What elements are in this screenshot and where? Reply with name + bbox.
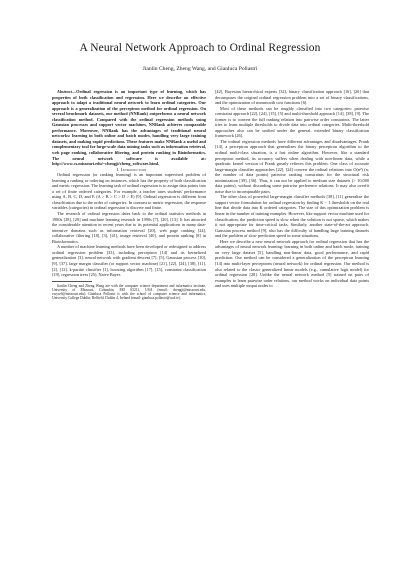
intro-paragraph: The research of ordinal regression dates back to the ordinal statistics methods in 1980s [28], [29] and machine learning research in 1990s [7], [20], [13]. It has attracted the considerable attention in recent years due to its potential applications in many data-intensive domains such as information retrieval [20], web page ranking [24], collaborative filtering [18], [3], [41], image retrieval [40], and protein ranking [8] in Bioinformatics. bbox=[52, 211, 206, 244]
right-column bbox=[215, 89, 369, 529]
body-paragraph: Most of these methods can be roughly classified into two categories: pairwise constraint approach [22], [24], [15], [5] and multi-threshold approach [14], [38], [9]. The former is to convert the full ranking relation into pairwise order constraints. The latter tries to learn multiple thresholds to divide data into ordinal categories. Multi-threshold approaches also can be unified under the general, extended binary classification framework [26]. bbox=[215, 105, 369, 139]
body-paragraph: Here we describe a new neural network approach for ordinal regression that has the advantages of neural network learning: learning in both online and batch mode, training on very large dataset [5], handling non-linear data, good performance, and rapid prediction. Our method can be considered a generalization of the perceptron learning [14] into multi-layer perceptrons (neural network) for ordinal regression. Our method is also related to the classic generalized linear models (e.g., cumulative logit model) for ordinal regression [28]. Unlike the neural network method [5] trained on pairs of examples to learn pairwise order relations, our method works on individual data points and uses multiple output nodes to bbox=[215, 238, 369, 289]
abstract bbox=[52, 89, 206, 167]
section-heading-introduction: I. Introduction bbox=[116, 166, 147, 172]
abstract-lead: Abstract— bbox=[57, 89, 77, 94]
body-paragraph: The other class of powerful large-margin classifier methods [38], [11] generalize the support vector formulation for ordinal regression by finding K − 1 thresholds on the real line that divide data into K ordered categories. The size of this optimization problem is linear in the number of training examples. However, like support vector machine used for classification, the prediction speed is slow when the solution is not sparse, which makes it not appropriate for time-critical tasks. Similarly, another state-of-the-art approach, Gaussian process method [9], also has the difficulty of handling large training datasets and the problem of slow prediction speed in some situations. bbox=[215, 194, 369, 239]
body-paragraph: [42], Bayesian hierarchical experts [32], binary classification approach [16], [26] that decomposes the original ordinal regression problem into a set of binary classifications, and the optimization of nonsmooth cost functions [6]. bbox=[215, 89, 369, 106]
author-footnote: Jianlin Cheng and Zheng Wang are with the computer science department and informatics institute, University of Missouri, Columbia, MO 65211, USA (email: chengji@missouri.edu, zwyw6@missouri.edu). Gianluca Pollastri is with the school of computer science and informatics, University College Dublin, Belfield, Dublin 4, Ireland (email: gianluca.pollastri@ucd.ie). bbox=[52, 283, 206, 301]
paper-authors: Jianlin Cheng, Zheng Wang, and Gianluca Pollastri bbox=[142, 66, 258, 72]
footnote-divider bbox=[52, 281, 92, 282]
paper-title: A Neural Network Approach to Ordinal Regression bbox=[79, 42, 321, 54]
left-column bbox=[52, 89, 206, 529]
body-paragraph: The ordinal regression methods have different advantages and disadvantages. Prank [14], a perceptron approach that generalizes the binary perceptron algorithm to the ordinal multi-class situation, is a fast online algorithm. However, like a standard perceptron method, its accuracy suffers when dealing with non-linear data, while a quadratic kernel version of Prank greatly relieves this problem. One class of accurate large-margin classifier approaches [22], [24] convert the ordinal relations into O(n²) (n: the number of data points) pairwise ranking constraints for the structural risk minimization [39], [36]. Thus, it can not be applied to medium size datasets (> 10,000 data points), without discarding some pairwise preference relations. It may also overfit noise due to incomparable pairs. bbox=[215, 138, 369, 194]
intro-paragraph: Ordinal regression (or ranking learning) is an important supervised problem of learning a ranking or ordering on instances, which has the property of both classification and metric regression. The learning task of ordinal regression is to assign data points into a set of finite ordered categories. For example, a teacher rates students' performance using A, B, C, D, and E (A > B > C > D > E) [9]. Ordinal regression is different from classification due to the order of categories. In contrast to metric regression, the response variables (categories) in ordinal regression is discrete and finite. bbox=[52, 172, 206, 211]
intro-paragraph: A number of machine learning methods have been developed or redesigned to address ordinal regression problem [33], including perceptron [14] and its kernelized generalization [3], neural network with gradient descent [7], [5], Gaussian process [10], [9], [37], large margin classifier (or support vector machine) [21], [22], [24], [38], [11], [2], [12], k-partite classifier [1], boosting algorithm [17], [15], constraint classification [19], regression trees [25], Naive Bayes bbox=[52, 244, 206, 278]
abstract-body: Ordinal regression is an important type of learning, which has properties of both classification and regression. Here we describe an effective approach to adapt a traditional neural network to learn ordinal categories. Our approach is a generalization of the perceptron method for ordinal regression. On several benchmark datasets, our method (NNRank) outperforms a neural network classification method. Compared with the ordinal regression methods using Gaussian processes and support vector machines, NNRank achieves comparable performance. Moreover, NNRank has the advantages of traditional neural networks: learning in both online and batch modes, handling very large training datasets, and making rapid predictions. These features make NNRank a useful and complementary tool for large-scale data mining tasks such as information retrieval, web page ranking, collaborative filtering, and protein ranking in Bioinformatics. The neural network software is available at: http://www.cs.missouri.edu/~chengji/cheng_software.html. bbox=[52, 89, 206, 167]
